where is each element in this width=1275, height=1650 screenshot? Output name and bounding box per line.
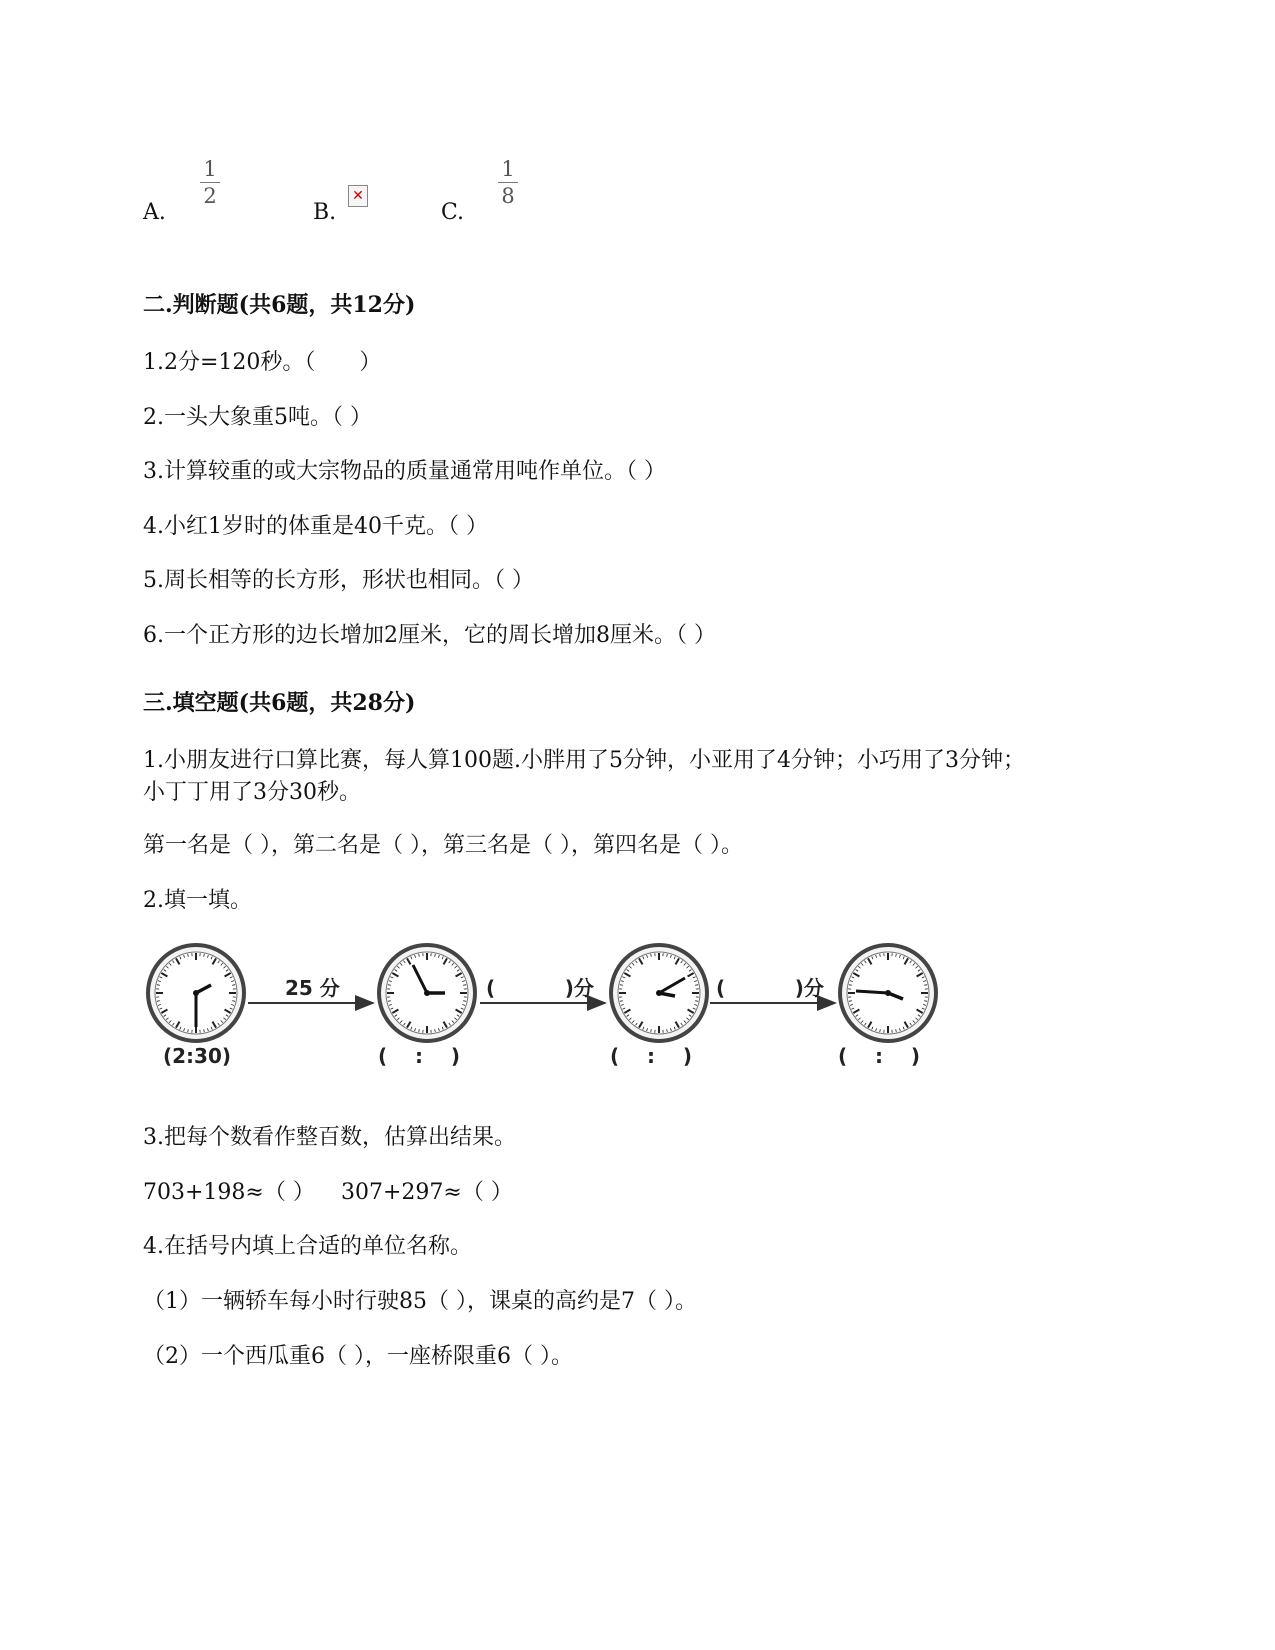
choice-c-fraction bbox=[496, 158, 520, 207]
question-4-item-1: （1）一辆轿车每小时行驶85（ ），课桌的高约是7（ ）。 bbox=[143, 1289, 697, 1314]
fraction-numerator: 1 bbox=[501, 157, 515, 181]
question-4-item-2: （2）一个西瓜重6（ ），一座桥限重6（ ）。 bbox=[143, 1344, 573, 1369]
clocks-figure bbox=[140, 935, 960, 1085]
fraction-denominator: 2 bbox=[203, 184, 217, 208]
section3-title: 三.填空题(共6题，共28分) bbox=[143, 690, 416, 716]
arrow-label-1: 25 分 bbox=[285, 976, 340, 1000]
choice-a-letter: A. bbox=[143, 200, 166, 225]
fraction-numerator: 1 bbox=[203, 157, 217, 181]
section2-item-4: 4.小红1岁时的体重是40千克。（ ） bbox=[143, 514, 488, 539]
question-4: 4.在括号内填上合适的单位名称。 bbox=[143, 1234, 472, 1259]
question-3: 3.把每个数看作整百数，估算出结果。 bbox=[143, 1125, 516, 1150]
arrow-label-2: ( )分 bbox=[486, 976, 594, 1000]
clock-2 bbox=[379, 945, 475, 1041]
time-label-1: (2:30) bbox=[163, 1044, 232, 1068]
broken-image-icon: ✕ bbox=[348, 185, 368, 207]
time-label-3: ( : ) bbox=[610, 1044, 692, 1068]
section2-item-3: 3.计算较重的或大宗物品的质量通常用吨作单位。（ ） bbox=[143, 459, 666, 484]
time-label-4: ( : ) bbox=[838, 1044, 920, 1068]
choice-a-fraction bbox=[198, 158, 222, 207]
section2-item-2: 2.一头大象重5吨。（ ） bbox=[143, 405, 372, 430]
section2-item-5: 5.周长相等的长方形，形状也相同。（ ） bbox=[143, 568, 534, 593]
choice-c-letter: C. bbox=[441, 200, 465, 225]
arrow-label-3: ( )分 bbox=[716, 976, 824, 1000]
clock-4 bbox=[840, 945, 936, 1041]
fraction-denominator: 8 bbox=[501, 184, 515, 208]
question-3-expr-1: 703+198≈（ ） bbox=[143, 1180, 315, 1205]
section2-item-1: 1.2分=120秒。（ ） bbox=[143, 350, 382, 375]
clock-1 bbox=[148, 945, 244, 1041]
question-1-line-2: 小丁丁用了3分30秒。 bbox=[143, 780, 361, 805]
clock-3 bbox=[611, 945, 707, 1041]
choice-b-letter: B. bbox=[313, 200, 337, 225]
section2-item-6: 6.一个正方形的边长增加2厘米，它的周长增加8厘米。（ ） bbox=[143, 623, 716, 648]
question-1-answer: 第一名是（ ），第二名是（ ），第三名是（ ），第四名是（ ）。 bbox=[143, 833, 743, 858]
question-3-expr-2: 307+297≈（ ） bbox=[341, 1180, 513, 1205]
time-label-2: ( : ) bbox=[378, 1044, 460, 1068]
question-2: 2.填一填。 bbox=[143, 888, 252, 913]
question-1-line-1: 1.小朋友进行口算比赛，每人算100题.小胖用了5分钟，小亚用了4分钟；小巧用了3分钟； bbox=[143, 748, 1025, 773]
section2-title: 二.判断题(共6题，共12分) bbox=[143, 292, 416, 318]
